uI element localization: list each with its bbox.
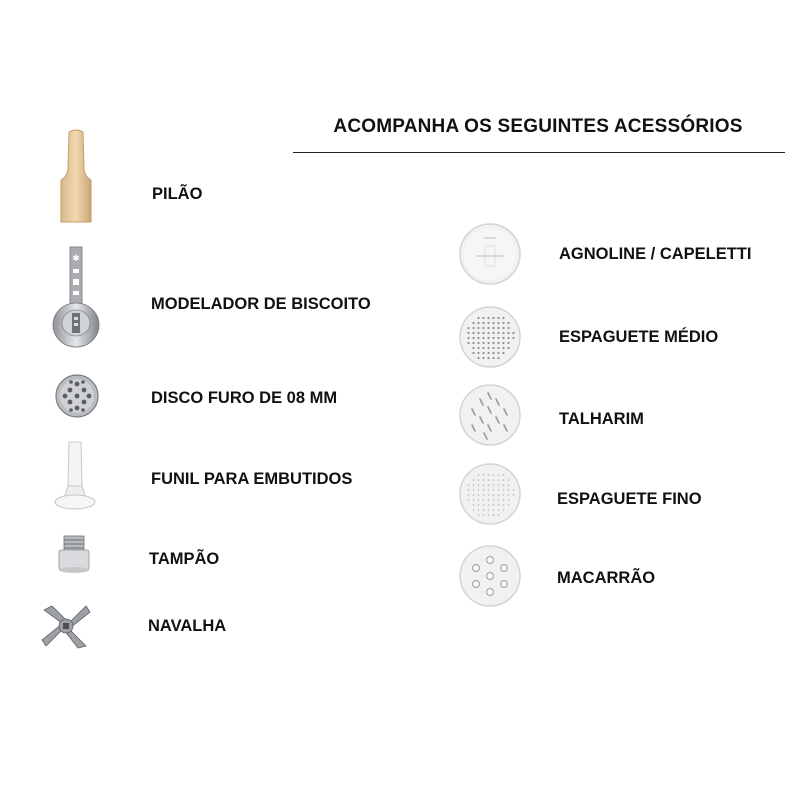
page-title: ACOMPANHA OS SEGUINTES ACESSÓRIOS	[333, 116, 743, 137]
title-divider	[293, 152, 785, 153]
right-item-label: AGNOLINE / CAPELETTI	[559, 245, 752, 263]
right-item-label: MACARRÃO	[557, 569, 656, 587]
left-item-label: MODELADOR DE BISCOITO	[151, 295, 371, 313]
grinder-disc-icon	[54, 373, 100, 424]
cookie-shaper-icon	[50, 245, 102, 356]
left-item-label: FUNIL PARA EMBUTIDOS	[151, 470, 353, 488]
grinder-blade-icon	[40, 602, 92, 655]
agnoline-disc-icon	[458, 222, 522, 286]
right-item-label: ESPAGUETE MÉDIO	[559, 328, 719, 346]
wooden-pestle-icon	[55, 128, 97, 229]
threaded-cap-icon	[56, 534, 92, 581]
right-item-label: TALHARIM	[559, 410, 644, 428]
left-item-label: PILÃO	[152, 185, 203, 203]
macaroni-disc-icon	[458, 544, 522, 608]
medium-spaghetti-disc-icon	[458, 305, 522, 369]
svg-text:✱: ✱	[72, 254, 80, 264]
sausage-funnel-icon	[52, 440, 98, 517]
fine-spaghetti-disc-icon	[458, 462, 522, 526]
left-item-label: TAMPÃO	[149, 550, 220, 568]
talharim-disc-icon	[458, 383, 522, 447]
left-item-label: DISCO FURO DE 08 MM	[151, 389, 338, 407]
left-item-label: NAVALHA	[148, 617, 227, 635]
right-item-label: ESPAGUETE FINO	[557, 490, 702, 508]
